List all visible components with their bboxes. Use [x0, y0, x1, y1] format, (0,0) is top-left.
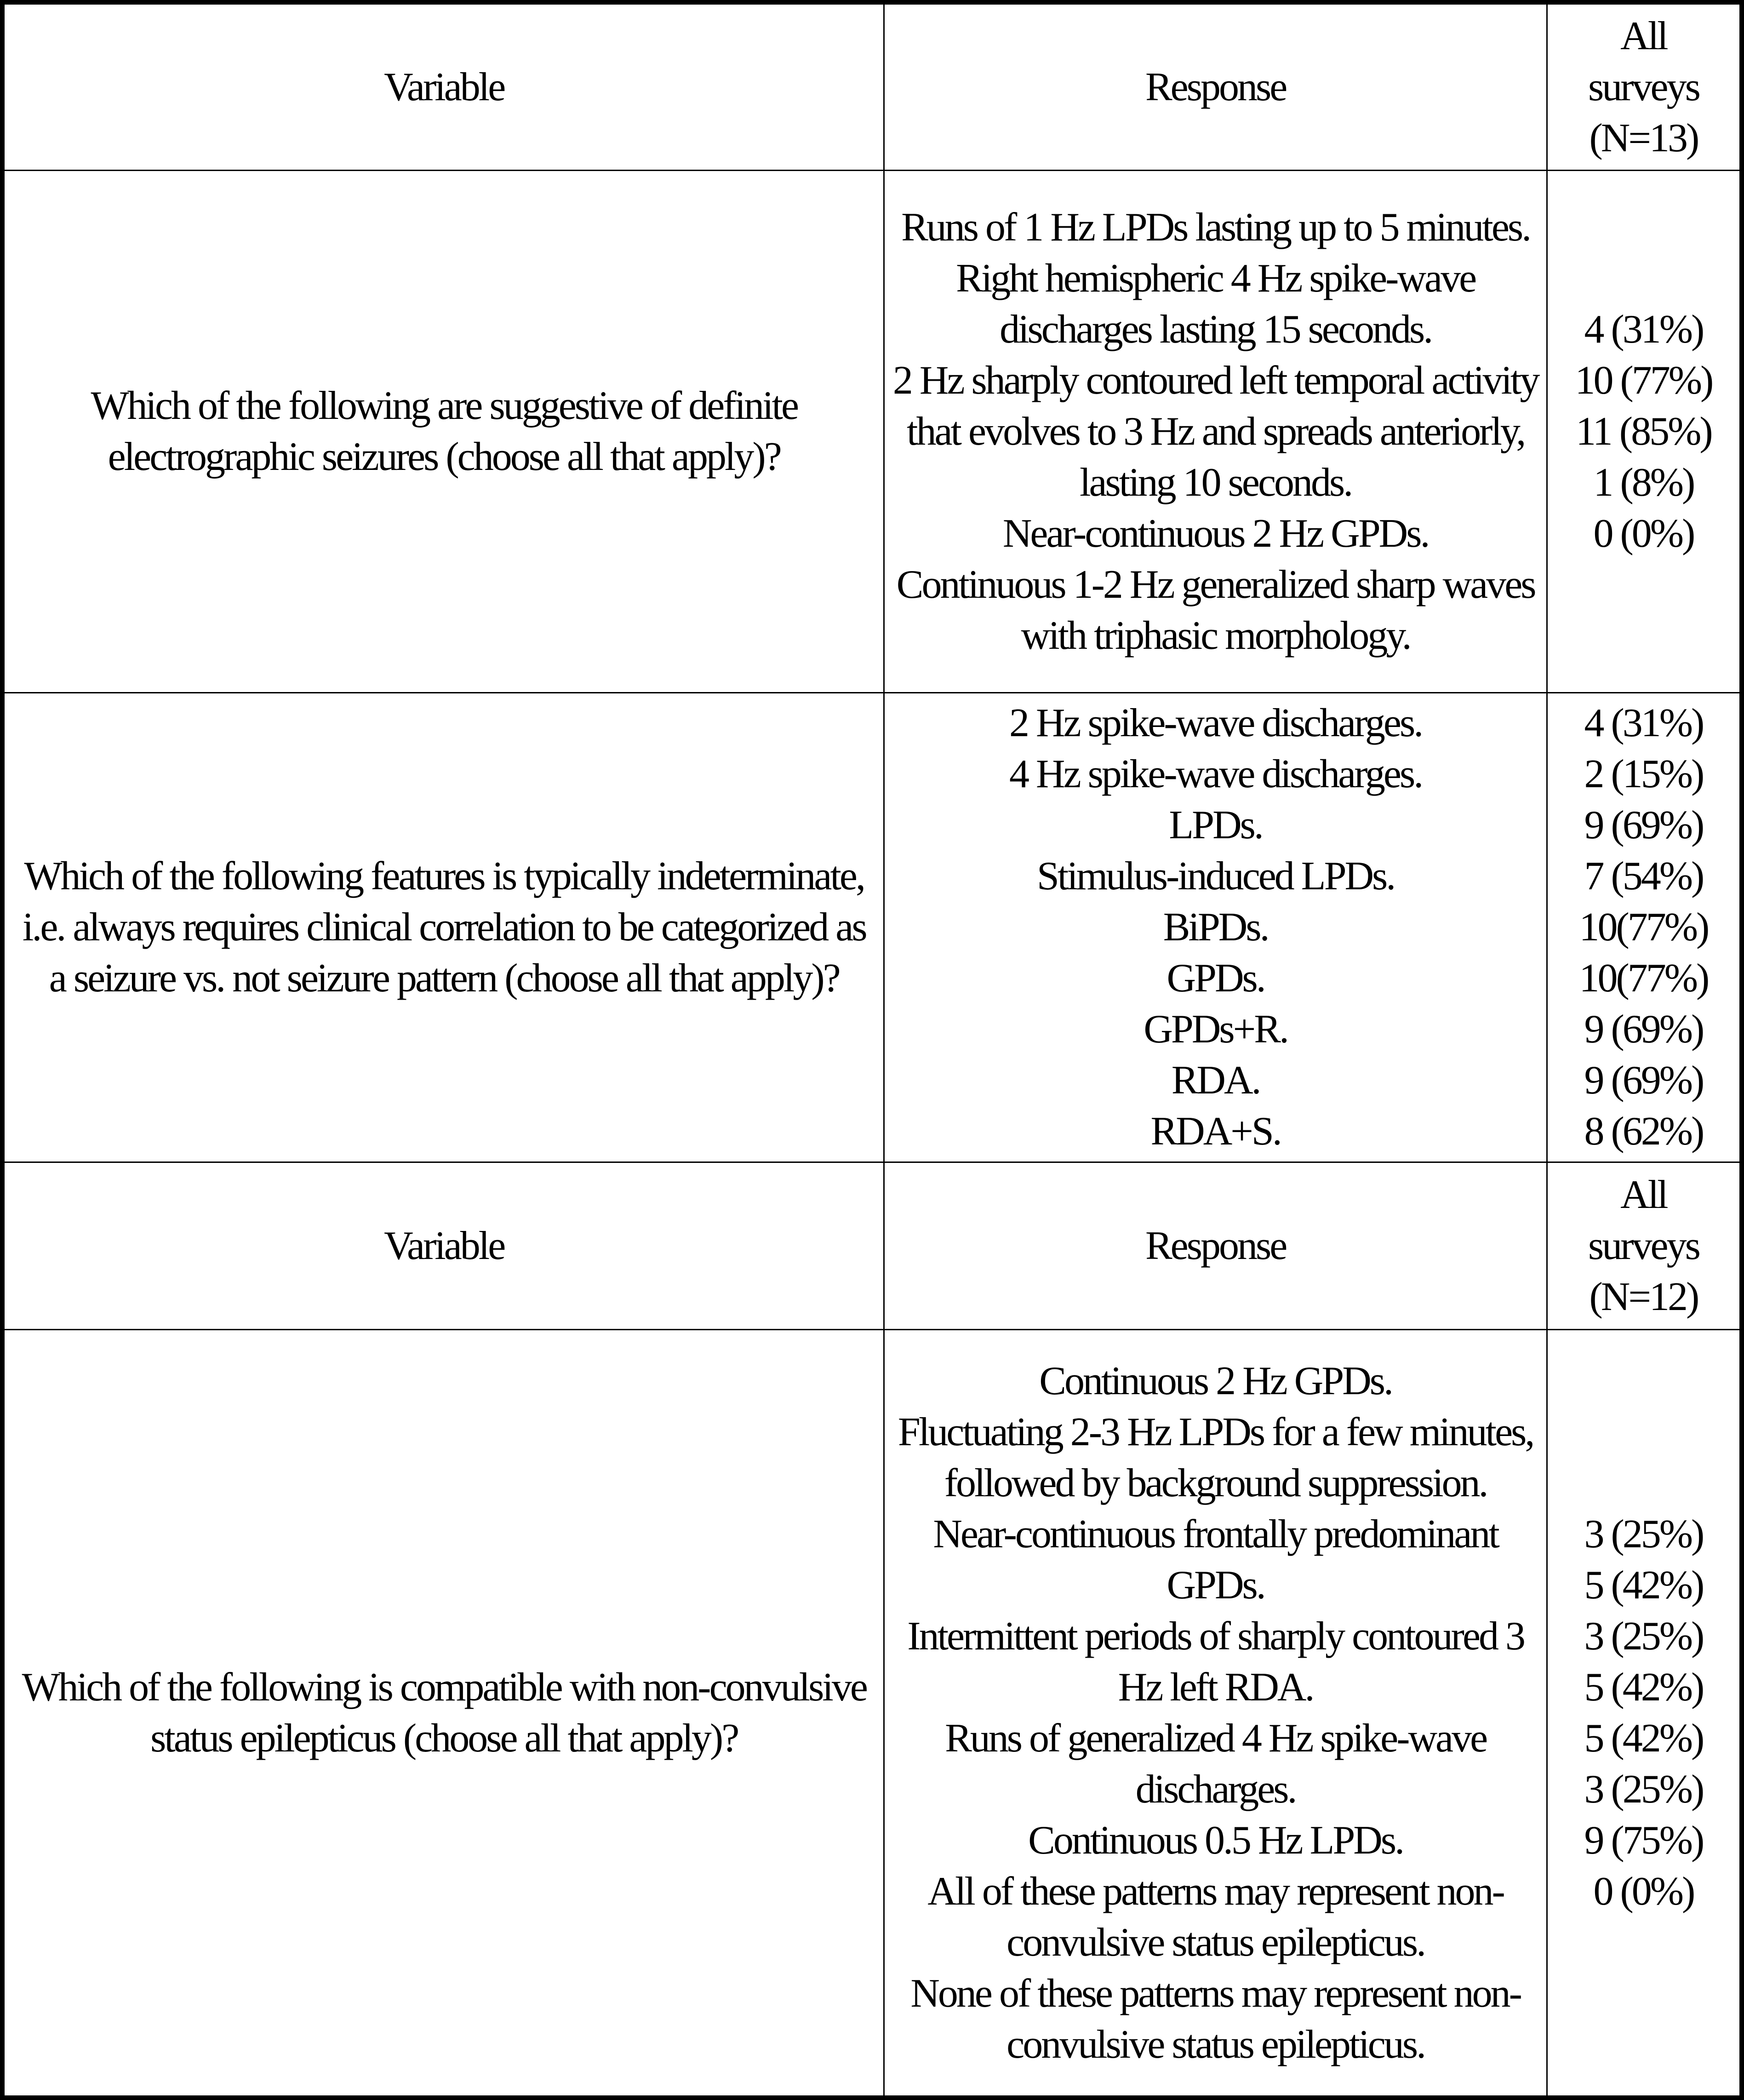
- header-all-surveys-label: All surveys (N=13): [1588, 13, 1699, 160]
- question-row-2: [2, 692, 1742, 1162]
- response-option: Right hemispheric 4 Hz spike-wave discharges lasting 15 seconds.: [956, 256, 1475, 352]
- response-option: 2 Hz sharply contoured left temporal activity that evolves to 3 Hz and spreads anteriorly, lasting 10 seconds.: [892, 358, 1538, 505]
- response-option: RDA+S.: [1150, 1109, 1281, 1154]
- count-value: 10(77%): [1579, 956, 1708, 1001]
- header-variable-1: [2, 2, 884, 170]
- count-value: 3 (25%): [1584, 1767, 1703, 1812]
- count-value: 11 (85%): [1576, 409, 1711, 454]
- question-3-responses: [884, 1329, 1547, 2098]
- question-row-3: [2, 1329, 1742, 2098]
- count-value: 0 (0%): [1593, 511, 1694, 556]
- response-option: Near-continuous frontally predominant GPDs.: [933, 1511, 1498, 1608]
- question-1-text: Which of the following are suggestive of definite electrographic seizures (choose all that apply)?: [2, 170, 884, 692]
- response-option: Continuous 1-2 Hz generalized sharp waves with triphasic morphology.: [896, 562, 1535, 658]
- response-option: All of these patterns may represent non-convulsive status epilepticus.: [927, 1869, 1504, 1965]
- count-value: 10 (77%): [1575, 358, 1712, 403]
- count-value: 4 (31%): [1584, 307, 1703, 352]
- question-2-responses: [884, 692, 1547, 1162]
- response-option: 4 Hz spike-wave discharges.: [1009, 752, 1422, 796]
- response-option: RDA.: [1171, 1058, 1260, 1103]
- count-value: 9 (75%): [1584, 1818, 1703, 1863]
- count-value: 1 (8%): [1593, 460, 1694, 505]
- response-option: LPDs.: [1169, 803, 1262, 847]
- question-1-counts: [1547, 170, 1742, 692]
- count-value: 9 (69%): [1584, 1058, 1703, 1103]
- header-response-label: Response: [1145, 64, 1286, 109]
- response-option: GPDs.: [1166, 956, 1264, 1001]
- header-variable-label: Variable: [384, 1223, 504, 1268]
- count-value: 9 (69%): [1584, 803, 1703, 847]
- count-value: 2 (15%): [1584, 752, 1703, 796]
- response-option: Stimulus-induced LPDs.: [1036, 854, 1395, 898]
- response-option: Runs of generalized 4 Hz spike-wave discharges.: [945, 1716, 1487, 1812]
- header-all-surveys-2: [1547, 1162, 1742, 1329]
- count-value: 8 (62%): [1584, 1109, 1703, 1154]
- count-value: 3 (25%): [1584, 1511, 1703, 1556]
- response-option: GPDs+R.: [1144, 1007, 1287, 1052]
- question-2-text: Which of the following features is typically indeterminate, i.e. always requires clinical correlation to be categorized as a seizure vs. not seizure pattern (choose all that apply)?: [2, 692, 884, 1162]
- header-row-2: [2, 1162, 1742, 1329]
- question-2-counts: [1547, 692, 1742, 1162]
- response-option: BiPDs.: [1163, 905, 1268, 950]
- response-option: Continuous 2 Hz GPDs.: [1039, 1358, 1392, 1403]
- question-3-text: Which of the following is compatible with non-convulsive status epilepticus (choose all that apply)?: [2, 1329, 884, 2098]
- header-variable-2: [2, 1162, 884, 1329]
- header-response-2: [884, 1162, 1547, 1329]
- response-option: None of these patterns may represent non-convulsive status epilepticus.: [910, 1971, 1521, 2067]
- question-1-responses: [884, 170, 1547, 692]
- count-value: 4 (31%): [1584, 701, 1703, 745]
- count-value: 5 (42%): [1584, 1562, 1703, 1608]
- count-value: 5 (42%): [1584, 1665, 1703, 1710]
- header-response-1: [884, 2, 1547, 170]
- response-option: Fluctuating 2-3 Hz LPDs for a few minutes, followed by background suppression.: [898, 1409, 1533, 1505]
- response-option: Intermittent periods of sharply contoured 3 Hz left RDA.: [907, 1614, 1524, 1710]
- count-value: 9 (69%): [1584, 1007, 1703, 1052]
- response-option: Continuous 0.5 Hz LPDs.: [1028, 1818, 1403, 1863]
- count-value: 5 (42%): [1584, 1716, 1703, 1761]
- question-row-1: [2, 170, 1742, 692]
- header-all-surveys-1: [1547, 2, 1742, 170]
- response-option: Runs of 1 Hz LPDs lasting up to 5 minutes.: [901, 205, 1530, 250]
- question-3-counts: [1547, 1329, 1742, 2098]
- header-variable-label: Variable: [384, 64, 504, 109]
- header-response-label: Response: [1145, 1223, 1286, 1268]
- response-option: 2 Hz spike-wave discharges.: [1009, 701, 1422, 745]
- response-option: Near-continuous 2 Hz GPDs.: [1002, 511, 1429, 556]
- header-all-surveys-label: All surveys (N=12): [1588, 1172, 1699, 1319]
- count-value: 10(77%): [1579, 905, 1708, 950]
- header-row-1: [2, 2, 1742, 170]
- count-value: 7 (54%): [1584, 854, 1703, 898]
- count-value: 0 (0%): [1593, 1869, 1694, 1914]
- count-value: 3 (25%): [1584, 1614, 1703, 1659]
